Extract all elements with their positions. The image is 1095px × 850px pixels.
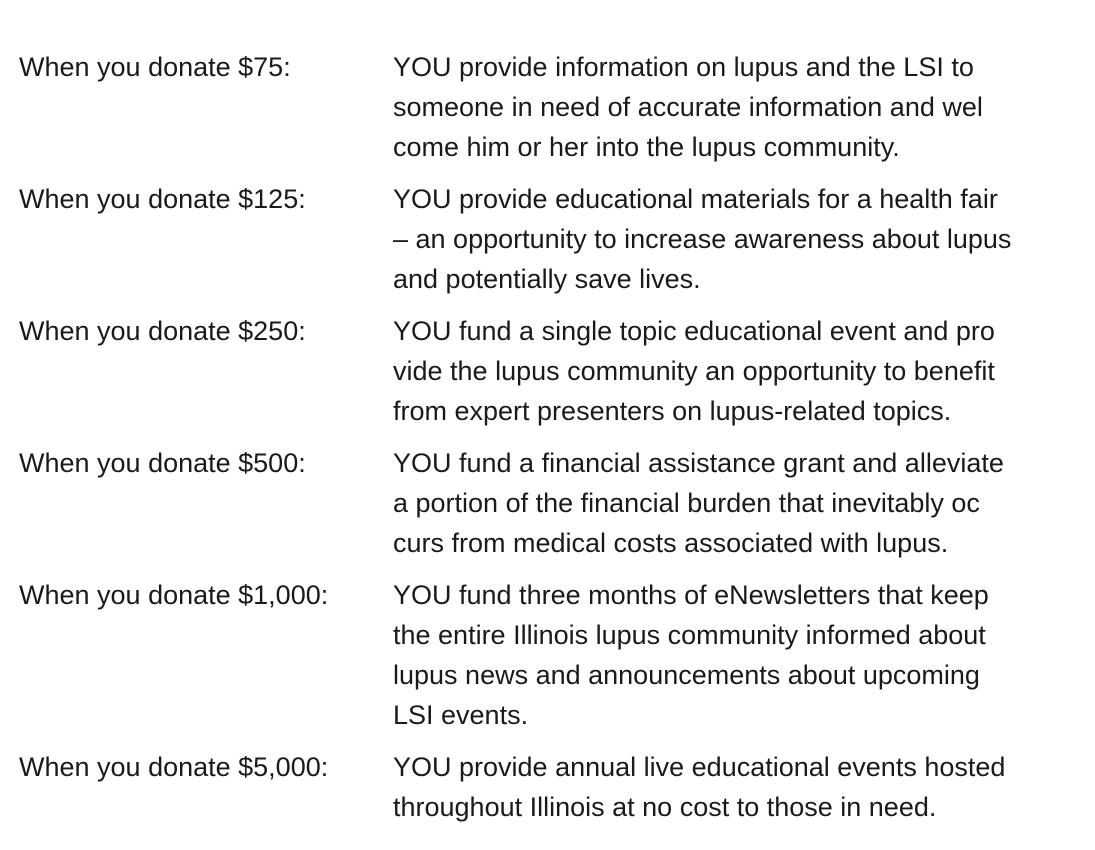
impact-line: throughout Illinois at no cost to those in need. — [393, 792, 937, 822]
donation-row-5000 — [19, 747, 1079, 827]
impact-line: someone in need of accurate information and wel — [393, 92, 983, 122]
impact-line: YOU fund a financial assistance grant and alleviate — [393, 448, 1004, 478]
impact-line: YOU provide information on lupus and the LSI to — [393, 52, 974, 82]
donation-row-250 — [19, 311, 1079, 431]
amount-label: When you donate $125: — [19, 184, 306, 214]
amount-label: When you donate $250: — [19, 316, 306, 346]
impact-line: a portion of the financial burden that inevitably oc — [393, 488, 980, 518]
impact-line: – an opportunity to increase awareness about lupus — [393, 224, 1012, 254]
impact-text — [393, 443, 1068, 563]
impact-line: YOU provide educational materials for a health fair — [393, 184, 998, 214]
impact-text — [393, 575, 1068, 735]
amount-label: When you donate $75: — [19, 52, 291, 82]
impact-line: and potentially save lives. — [393, 264, 701, 294]
impact-line: LSI events. — [393, 700, 529, 730]
impact-line: curs from medical costs associated with lupus. — [393, 528, 949, 558]
amount-label: When you donate $500: — [19, 448, 306, 478]
donation-list — [19, 47, 1079, 839]
impact-line: YOU fund a single topic educational event and pro — [393, 316, 995, 346]
donation-row-75 — [19, 47, 1079, 167]
donation-row-125 — [19, 179, 1079, 299]
impact-line: YOU provide annual live educational events hosted — [393, 752, 1006, 782]
impact-text — [393, 47, 1068, 167]
impact-text — [393, 747, 1068, 827]
impact-text — [393, 179, 1068, 299]
impact-line: lupus news and announcements about upcoming — [393, 660, 980, 690]
donation-row-500 — [19, 443, 1079, 563]
impact-text — [393, 311, 1068, 431]
amount-label: When you donate $1,000: — [19, 580, 329, 610]
impact-line: vide the lupus community an opportunity to benefit — [393, 356, 995, 386]
amount-label: When you donate $5,000: — [19, 752, 329, 782]
impact-line: the entire Illinois lupus community informed about — [393, 620, 986, 650]
impact-line: from expert presenters on lupus-related topics. — [393, 396, 952, 426]
impact-line: YOU fund three months of eNewsletters that keep — [393, 580, 989, 610]
donation-row-1000 — [19, 575, 1079, 735]
impact-line: come him or her into the lupus community. — [393, 132, 900, 162]
